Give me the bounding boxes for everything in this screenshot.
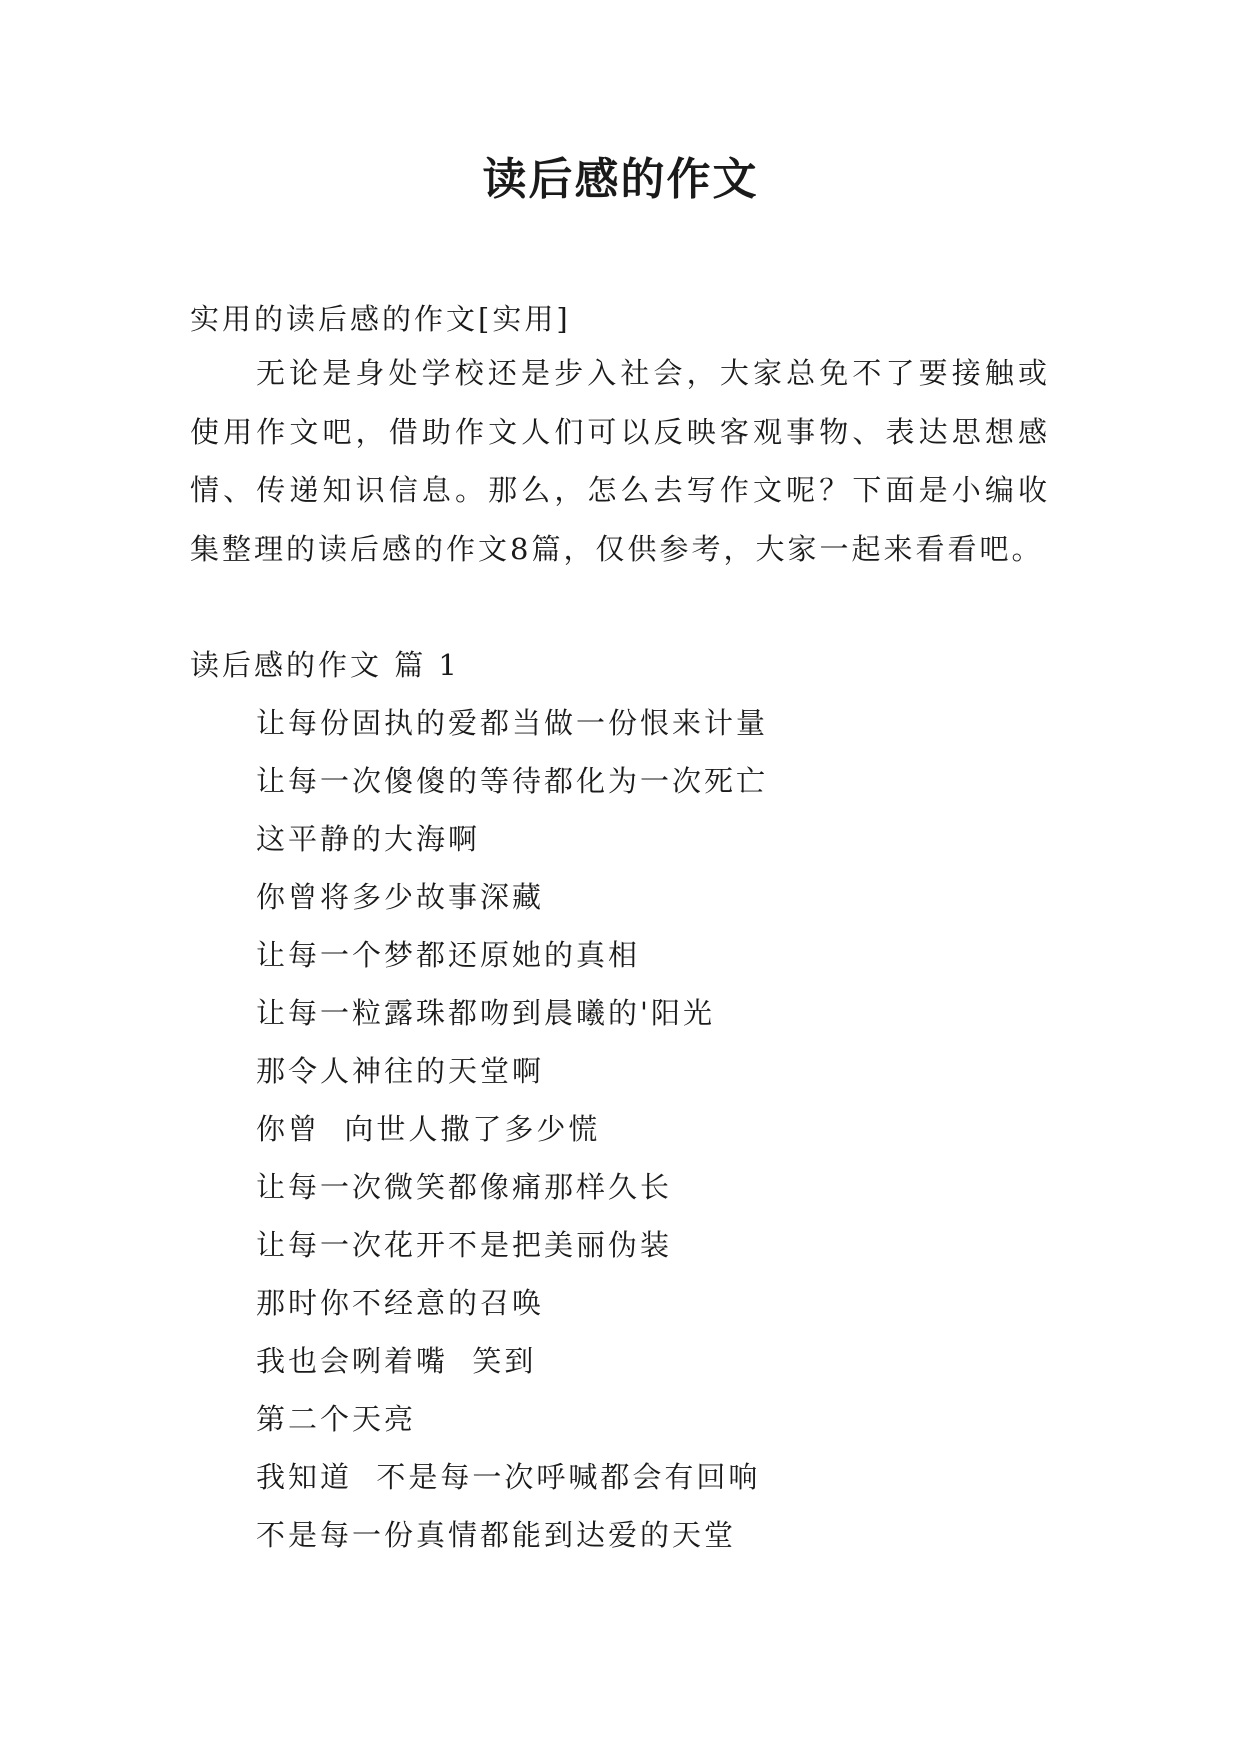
poem-line: 让每一粒露珠都吻到晨曦的'阳光 xyxy=(256,996,715,1030)
poem-line: 第二个天亮 xyxy=(256,1402,417,1436)
poem-line: 这平静的大海啊 xyxy=(256,822,481,856)
poem-line: 你曾将多少故事深藏 xyxy=(256,880,545,914)
article-subtitle: 实用的读后感的作文[实用] xyxy=(190,302,571,336)
poem-line: 我也会咧着嘴 笑到 xyxy=(256,1344,537,1378)
poem-line: 那时你不经意的召唤 xyxy=(256,1286,545,1320)
poem-line: 让每份固执的爱都当做一份恨来计量 xyxy=(256,706,769,740)
poem-line: 让每一个梦都还原她的真相 xyxy=(256,938,641,972)
document-title: 读后感的作文 xyxy=(482,154,759,205)
intro-paragraph: 无论是身处学校还是步入社会，大家总免不了要接触或使用作文吧，借助作文人们可以反映客观事物、表达思想感情、传递知识信息。那么，怎么去写作文呢？下面是小编收集整理的读后感的作文8篇，仅供参考，大家一起来看看吧。 xyxy=(190,356,1050,566)
poem-line: 你曾 向世人撒了多少慌 xyxy=(256,1112,601,1146)
poem-line: 我知道 不是每一次呼喊都会有回响 xyxy=(256,1460,761,1494)
poem-line: 不是每一份真情都能到达爱的天堂 xyxy=(256,1518,737,1552)
poem-line: 那令人神往的天堂啊 xyxy=(256,1054,545,1088)
poem-line: 让每一次傻傻的等待都化为一次死亡 xyxy=(256,764,769,798)
section-heading: 读后感的作文 篇 1 xyxy=(190,648,460,682)
poem-line: 让每一次微笑都像痛那样久长 xyxy=(256,1170,673,1204)
poem-line: 让每一次花开不是把美丽伪装 xyxy=(256,1228,673,1262)
poem-lines xyxy=(256,694,1056,1564)
